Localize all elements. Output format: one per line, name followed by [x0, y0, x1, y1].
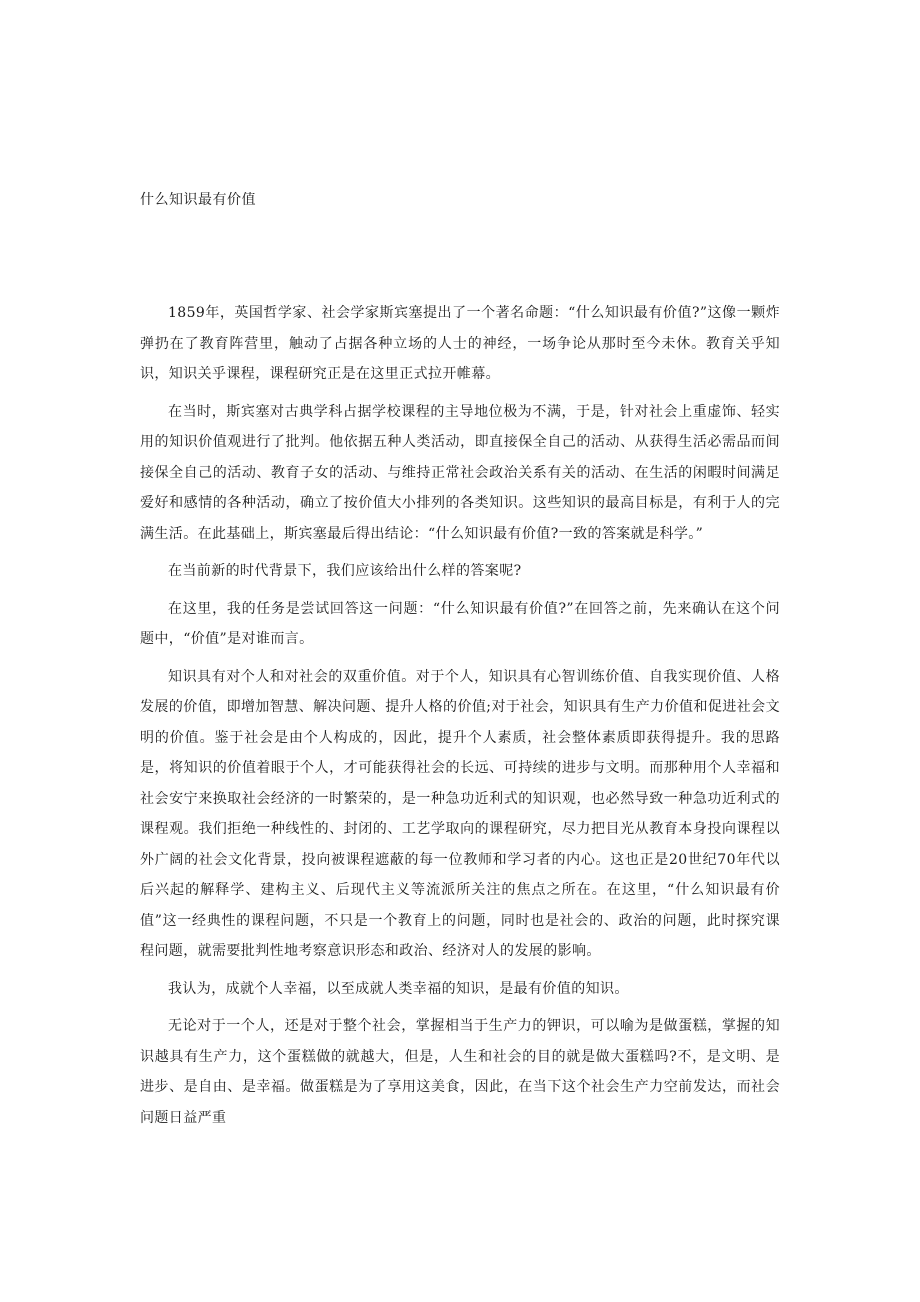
document-title: 什么知识最有价值	[140, 192, 256, 208]
paragraph-spencer-proposition: 1859年，英国哲学家、社会学家斯宾塞提出了一个著名命题：“什么知识最有价值?”这像一颗炸弹扔在了教育阵营里，触动了占据各种立场的人士的神经，一场争论从那时至今未休。教育关乎知识，知识关乎课程，课程研究正是在这里正式拉开帷幕。	[140, 305, 780, 382]
paragraph-spencer-critique: 在当时，斯宾塞对古典学科占据学校课程的主导地位极为不满，于是，针对社会上重虚饰、轻实用的知识价值观进行了批判。他依据五种人类活动，即直接保全自己的活动、从获得生活必需品而间接保全自己的活动、教育子女的活动、与维持正常社会政治关系有关的活动、在生活的闲暇时间满足爱好和感情的各种活动，确立了按价值大小排列的各类知识。这些知识的最高目标是，有利于人的完满生活。在此基础上，斯宾塞最后得出结论：“什么知识最有价值?一致的答案就是科学。”	[140, 403, 780, 542]
paragraph-thesis: 我认为，成就个人幸福，以至成就人类幸福的知识，是最有价值的知识。	[168, 980, 629, 997]
document-body	[140, 298, 780, 1140]
paragraph-new-era-question: 在当前新的时代背景下，我们应该给出什么样的答案呢?	[168, 563, 522, 579]
paragraph-cake-metaphor: 无论对于一个人，还是对于整个社会，掌握相当于生产力的钾识，可以喻为是做蛋糕，掌握的知识越具有生产力，这个蛋糕做的就越大，但是，人生和社会的目的就是做大蛋糕吗?不，是文明、是进步、是自由、是幸福。做蛋糕是为了享用这美食，因此，在当下这个社会生产力空前发达，而社会问题日益严重	[140, 1018, 780, 1126]
paragraph-task: 在这里，我的任务是尝试回答这一问题：“什么知识最有价值?”在回答之前，先来确认在这个问题中，“价值”是对谁而言。	[140, 600, 780, 647]
paragraph-dual-value: 知识具有对个人和对社会的双重价值。对于个人，知识具有心智训练价值、自我实现价值、人格发展的价值，即增加智慧、解决问题、提升人格的价值;对于社会，知识具有生产力价值和促进社会文明的价值。鉴于社会是由个人构成的，因此，提升个人素质，社会整体素质即获得提升。我的思路是，将知识的价值着眼于个人，才可能获得社会的长远、可持续的进步与文明。而那种用个人幸福和社会安宁来换取社会经济的一时繁荣的，是一种急功近利式的知识观，也必然导致一种急功近利式的课程观。我们拒绝一种线性的、封闭的、工艺学取向的课程研究，尽力把目光从教育本身投向课程以外广阔的社会文化背景，投向被课程遮蔽的每一位教师和学习者的内心。这也正是20世纪70年代以后兴起的解释学、建构主义、后现代主义等流派所关注的焦点之所在。在这里，“什么知识最有价值”这一经典性的课程问题，不只是一个教育上的问题，同时也是社会的、政治的问题，此时探究课程问题，就需要批判性地考察意识形态和政治、经济对人的发展的影响。	[140, 668, 780, 959]
